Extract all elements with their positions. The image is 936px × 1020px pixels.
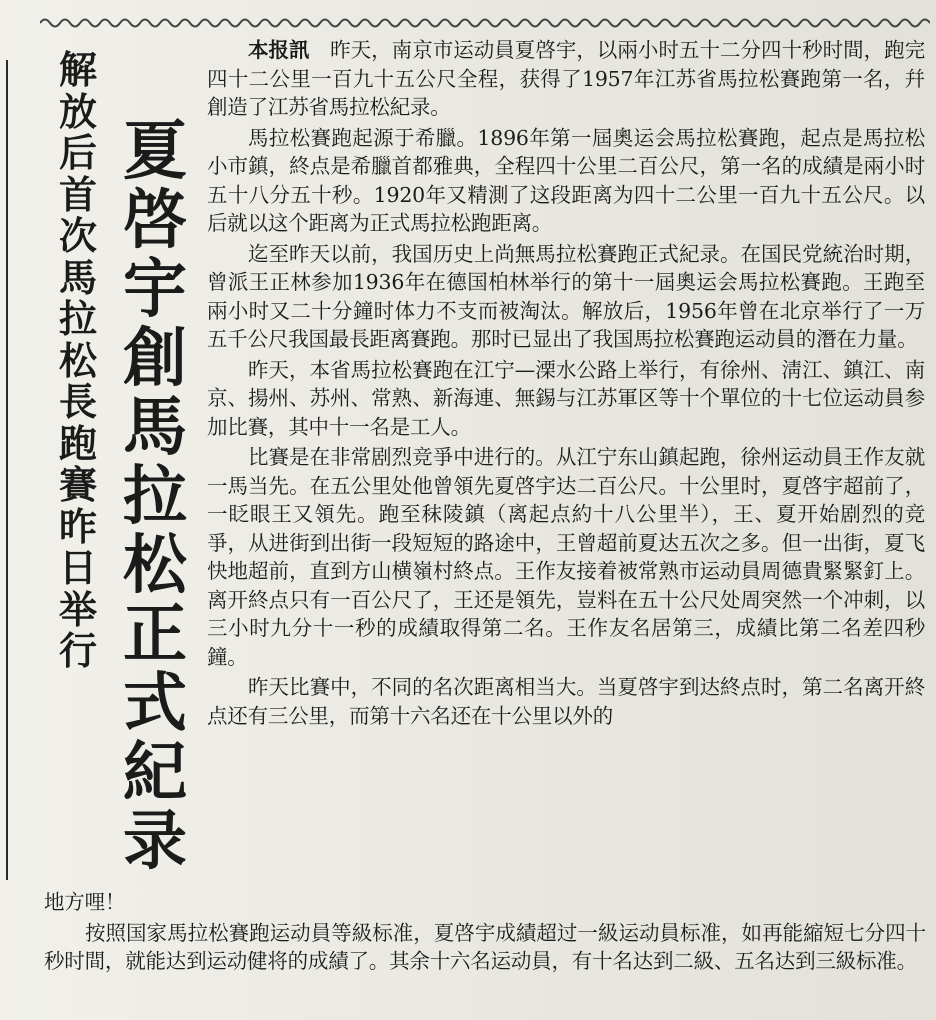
dateline: 本报訊 bbox=[248, 38, 310, 62]
headline-character: 后 bbox=[58, 131, 97, 175]
headline-character: 式 bbox=[123, 667, 187, 741]
headline-character: 啓 bbox=[123, 184, 187, 258]
headline-character: 長 bbox=[58, 380, 97, 424]
headline-character: 松 bbox=[58, 338, 97, 383]
article-paragraph: 迄至昨天以前，我国历史上尚無馬拉松賽跑正式紀录。在国民党統治时期，曾派王正林参加1936年在德国柏林举行的第十一屆奧运会馬拉松賽跑。王跑至兩小时又二十分鐘时体力不支而被淘汰。解放后，1956年曾在北京举行了一万五千公尺我国最長距离賽跑。那时已显出了我国馬拉松賽跑运动員的潛在力量。 bbox=[207, 241, 925, 351]
article-paragraph-continued: 地方哩！ bbox=[44, 890, 126, 914]
left-column-rule bbox=[6, 60, 8, 880]
headline-character: 次 bbox=[58, 214, 97, 258]
headline-character: 录 bbox=[123, 805, 187, 879]
main-headline bbox=[112, 115, 198, 879]
headline-character: 昨 bbox=[58, 504, 97, 549]
headline-character: 行 bbox=[58, 629, 97, 673]
headline-character: 宇 bbox=[123, 253, 187, 327]
article-paragraph: 馬拉松賽跑起源于希臘。1896年第一屆奧运会馬拉松賽跑，起点是馬拉松小市鎮，終点是希臘首都雅典，全程四十公里二百公尺，第一名的成績是兩小时五十八分五十秒。1920年又精測了这段距离为四十二公里一百九十五公尺。以后就以这个距离为正式馬拉松跑距离。 bbox=[207, 125, 925, 235]
headline-character: 拉 bbox=[58, 297, 97, 341]
headline-character: 夏 bbox=[123, 115, 187, 189]
article-paragraph: 昨天，本省馬拉松賽跑在江宁—溧水公路上举行，有徐州、淸江、鎮江、南京、揚州、苏州、常熟、新海連、無錫与江苏軍区等十个單位的十七位运动員参加比賽，其中十一名是工人。 bbox=[207, 357, 925, 439]
headline-character: 举 bbox=[58, 587, 97, 632]
headline-character: 放 bbox=[58, 89, 97, 134]
article-body bbox=[207, 36, 925, 730]
decorative-wavy-rule bbox=[40, 16, 930, 30]
headline-character: 馬 bbox=[123, 391, 187, 465]
headline-character: 馬 bbox=[58, 255, 97, 300]
headline-character: 首 bbox=[58, 172, 97, 217]
headline-character: 創 bbox=[123, 322, 187, 396]
headline-character: 賽 bbox=[58, 463, 97, 507]
article-paragraph: 昨天比賽中，不同的名次距离相当大。当夏啓宇到达終点时，第二名离开終点还有三公里，而第十六名还在十公里以外的 bbox=[207, 675, 925, 728]
article-body-wide bbox=[44, 888, 926, 976]
headline-character: 日 bbox=[58, 546, 97, 590]
paragraph-text: 昨天，南京市运动員夏啓宇，以兩小时五十二分四十秒时間，跑完四十二公里一百九十五公尺全程，获得了1957年江苏省馬拉松賽跑第一名，幷創造了江苏省馬拉松紀录。 bbox=[207, 38, 926, 119]
headline-character: 解 bbox=[58, 48, 97, 92]
article-paragraph: 比賽是在非常剧烈竞爭中进行的。从江宁东山鎮起跑，徐州运动員王作友就一馬当先。在五公里处他曾領先夏啓宇达二百公尺。十公里时，夏啓宇超前了，一眨眼王又領先。跑至秣陵鎮（离起点約十八公里半），王、夏开始剧烈的竞爭，从进街到出街一段短短的路途中，王曾超前夏达五次之多。但一出街，夏飞快地超前，直到方山横嶺村終点。王作友接着被常熟市运动員周德貴緊緊釘上。离开終点只有一百公尺了，王还是領先，豈料在五十公尺处周突然一个冲刺，以三小时九分十一秒的成績取得第二名。王作友名居第三，成績比第二名差四秒鐘。 bbox=[207, 445, 925, 669]
headline-character: 紀 bbox=[123, 736, 187, 810]
headline-character: 松 bbox=[123, 529, 187, 603]
article-paragraph bbox=[207, 36, 925, 122]
kicker-headline bbox=[42, 48, 114, 673]
headline-character: 拉 bbox=[123, 460, 187, 534]
article-paragraph: 按照国家馬拉松賽跑运动員等級标准，夏啓宇成績超过一級运动員标准，如再能縮短七分四十秒时間，就能达到运动健将的成績了。其余十六名运动員，有十名达到二級、五名达到三級标准。 bbox=[44, 920, 926, 973]
headline-character: 跑 bbox=[58, 421, 97, 466]
headline-character: 正 bbox=[123, 598, 187, 672]
